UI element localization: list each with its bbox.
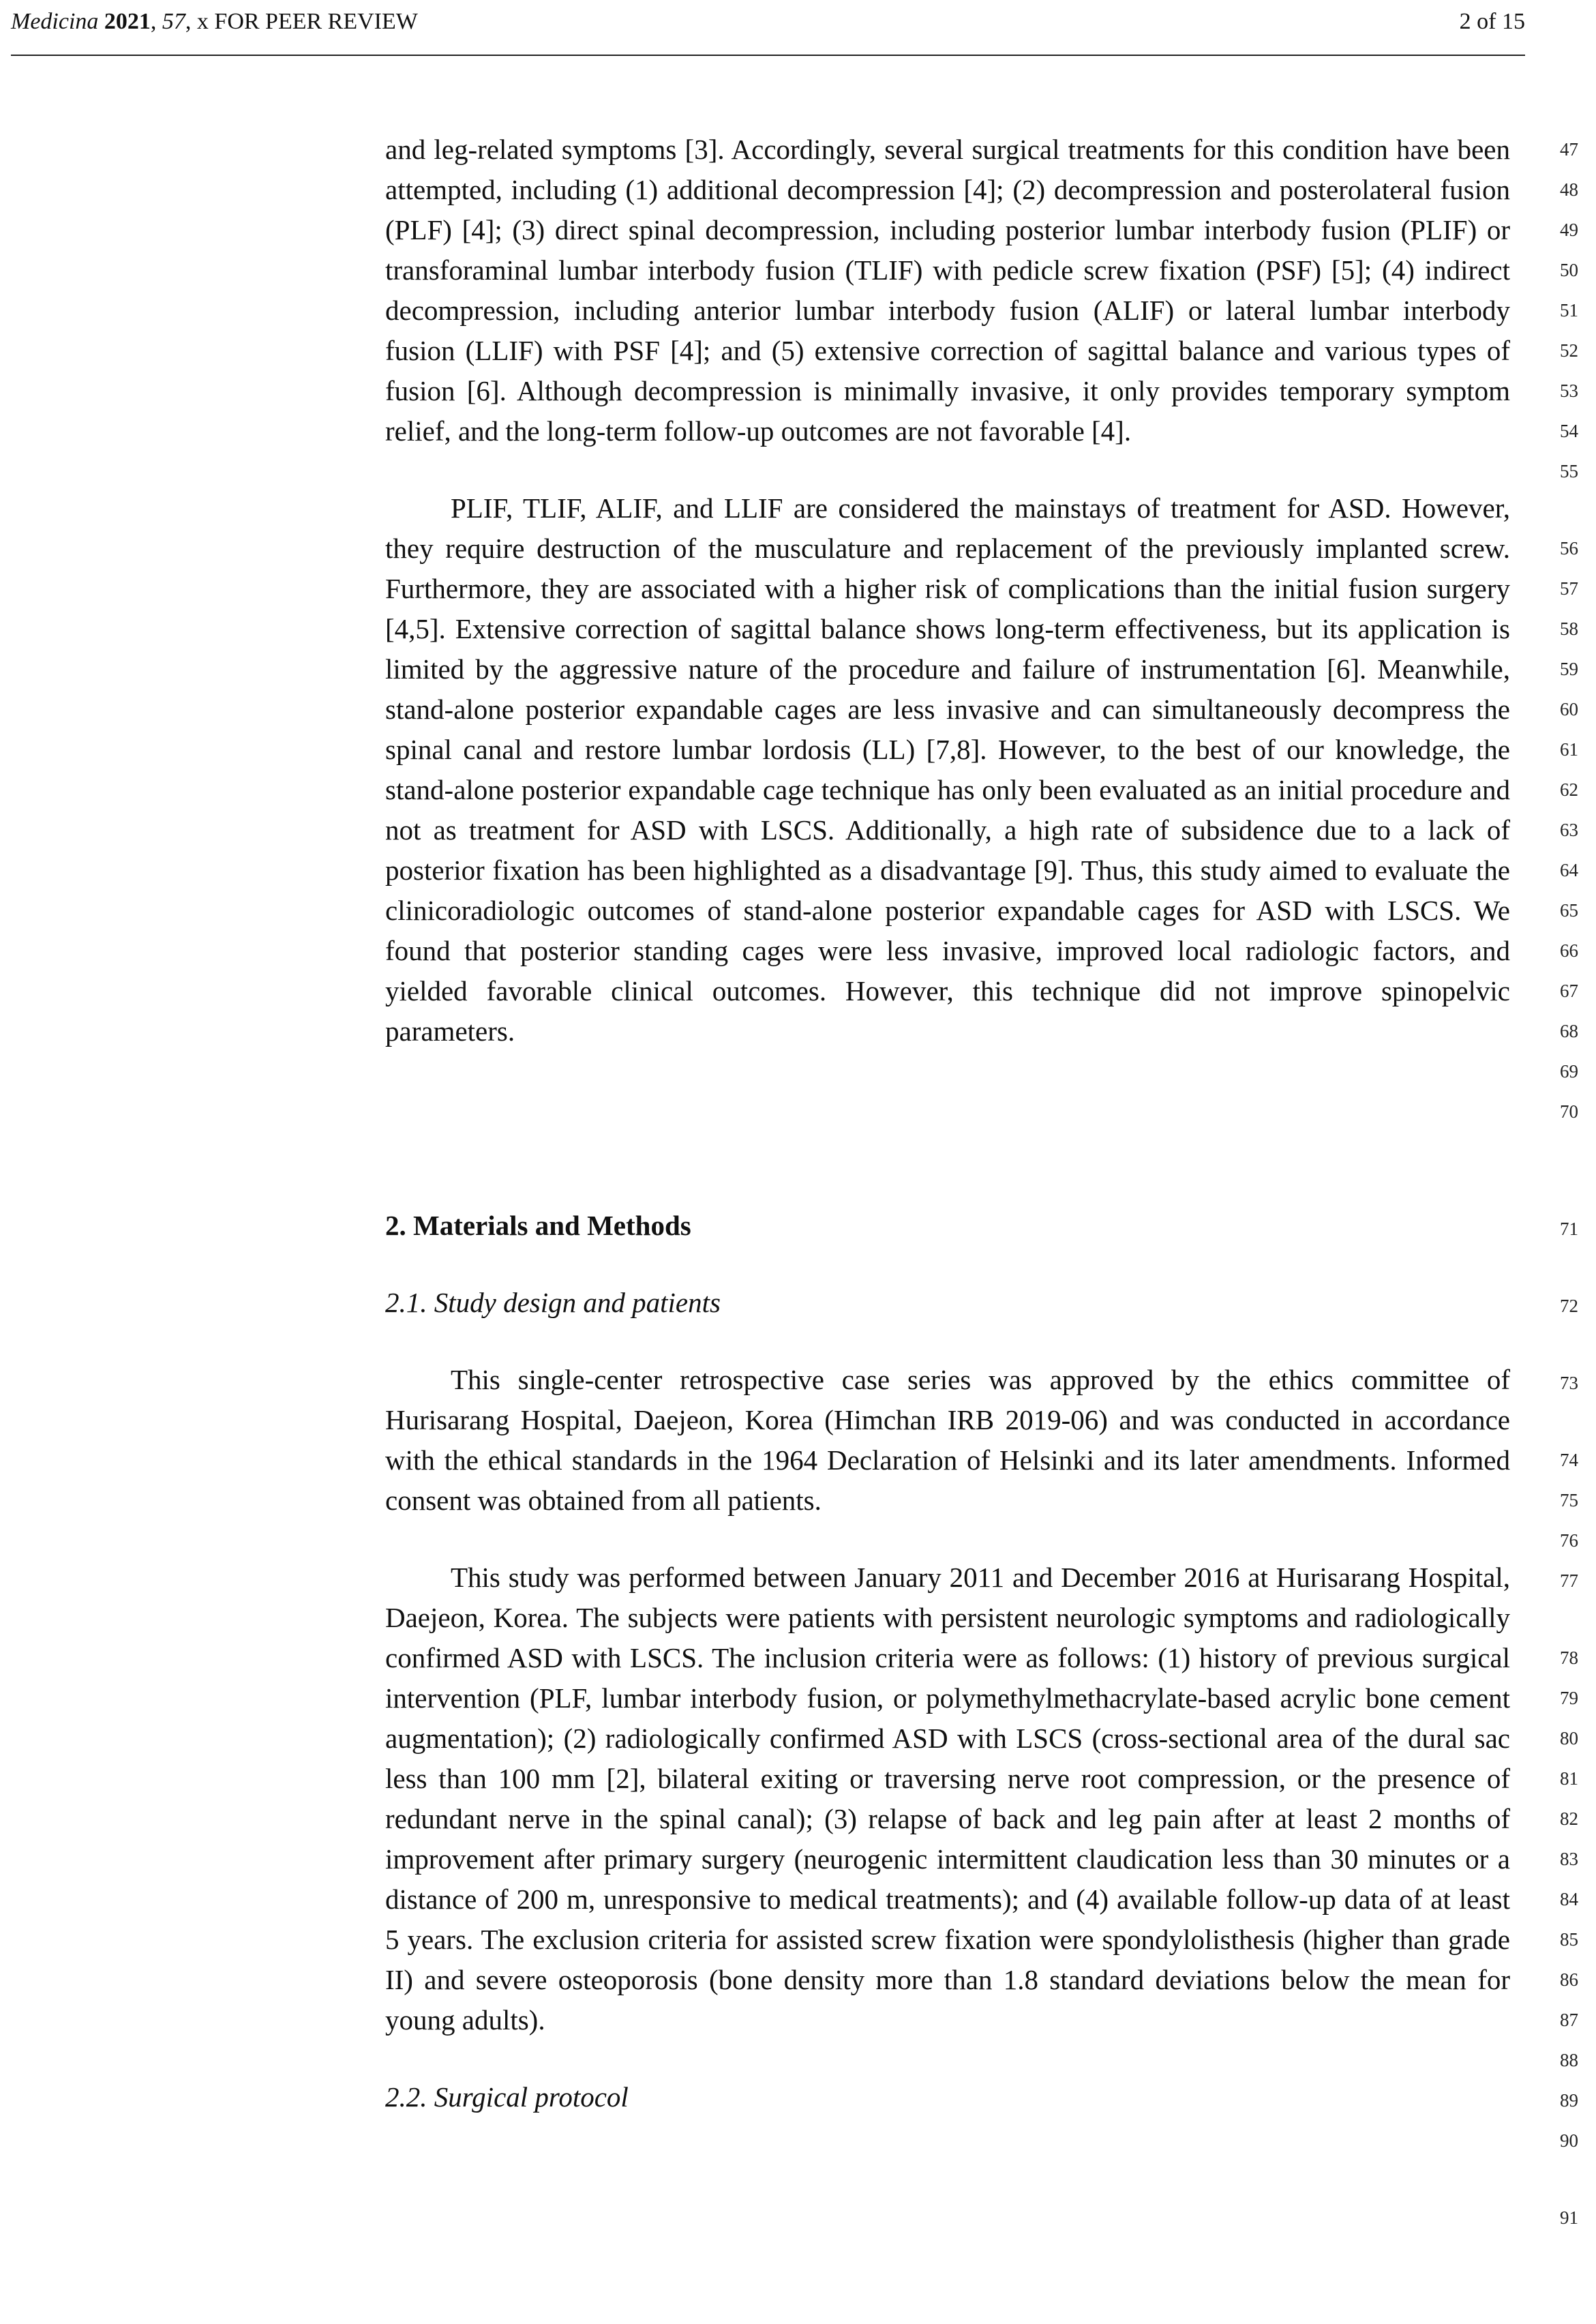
line-number: 65 — [1560, 900, 1578, 921]
line-number: 66 — [1560, 940, 1578, 961]
paragraph-4: This study was performed between January 2011 and December 2016 at Hurisarang Hospital, Daejeon, Korea. The subjects were patients with persistent neurologic symptoms and radiologically confirmed ASD with LSCS. The inclusion criteria were as follows: (1) history of previous surgical intervention (PLF, lumbar interbody fusion, or polymethylmethacrylate-based acrylic bone cement augmentation); (2) radiologically confirmed ASD with LSCS (cross-sectional area of the dural sac less than 100 mm [2], bilateral exiting or traversing nerve root compression, or the presence of redundant nerve in the spinal canal); (3) relapse of back and leg pain after at least 2 months of improvement after primary surgery (neurogenic intermittent claudication less than 30 minutes or a distance of 200 m, unresponsive to medical treatments); and (4) available follow-up data of at least 5 years. The exclusion criteria for assisted screw fixation were spondylolisthesis (higher than grade II) and severe osteoporosis (bone density more than 1.8 standard deviations below the mean for young adults). — [385, 1562, 1510, 2036]
line-number: 64 — [1560, 860, 1578, 880]
line-number: 70 — [1560, 1101, 1578, 1122]
line-number: 50 — [1560, 260, 1578, 280]
line-number: 61 — [1560, 739, 1578, 760]
line-number: 56 — [1560, 538, 1578, 558]
line-number: 51 — [1560, 300, 1578, 321]
line-number: 85 — [1560, 1929, 1578, 1950]
journal-year: 2021 — [104, 9, 151, 34]
line-numbers-subsection-2 — [1544, 2198, 1578, 2238]
line-number: 60 — [1560, 699, 1578, 719]
line-number: 80 — [1560, 1728, 1578, 1748]
line-numbers-section-heading — [1544, 1286, 1578, 1326]
line-number: 62 — [1560, 779, 1578, 800]
line-number: 67 — [1560, 981, 1578, 1001]
page-header — [11, 0, 1525, 56]
line-number: 89 — [1560, 2090, 1578, 2111]
line-number: 68 — [1560, 1021, 1578, 1041]
line-number: 77 — [1560, 1570, 1578, 1591]
line-number: 57 — [1560, 578, 1578, 599]
page-number: 2 of 15 — [1459, 9, 1525, 34]
line-numbers-subsection-1 — [1544, 1363, 1578, 1403]
line-number: 63 — [1560, 820, 1578, 840]
paragraph-2: PLIF, TLIF, ALIF, and LLIF are considered the mainstays of treatment for ASD. However, they require destruction of the musculature and replacement of the previously implanted screw. Furthermore, they are associated with a higher risk of complications than the initial fusion surgery [4,5]. Extensive correction of sagittal balance shows long-term effectiveness, but its application is limited by the aggressive nature of the procedure and failure of instrumentation [6]. Meanwhile, stand-alone posterior expandable cages are less invasive and can simultaneously decompress the spinal canal and restore lumbar lordosis (LL) [7,8]. However, to the best of our knowledge, the stand-alone posterior expandable cage technique has only been evaluated as an initial procedure and not as treatment for ASD with LSCS. Additionally, a high rate of subsidence due to a lack of posterior fixation has been highlighted as a disadvantage [9]. Thus, this study aimed to evaluate the clinicoradiologic outcomes of stand-alone posterior expandable cages for ASD with LSCS. We found that posterior standing cages were less invasive, improved local radiologic factors, and yielded favorable clinical outcomes. However, this technique did not improve spinopelvic parameters. — [385, 492, 1510, 1047]
line-number: 72 — [1560, 1296, 1578, 1316]
line-number: 75 — [1560, 1490, 1578, 1510]
line-number: 69 — [1560, 1061, 1578, 1082]
journal-volume: 57 — [162, 9, 185, 34]
line-number: 76 — [1560, 1530, 1578, 1551]
line-number: 53 — [1560, 381, 1578, 401]
line-number: 78 — [1560, 1648, 1578, 1668]
subsection-heading-2: 2.2. Surgical protocol — [385, 2081, 629, 2113]
line-number: 82 — [1560, 1808, 1578, 1829]
line-number: 59 — [1560, 659, 1578, 679]
line-number: 91 — [1560, 2207, 1578, 2228]
paragraph-3: This single-center retrospective case series was approved by the ethics committee of Hurisarang Hospital, Daejeon, Korea (Himchan IRB 2019-06) and was conducted in accordance with the ethical standards in the 1964 Declaration of Helsinki and its later amendments. Informed consent was obtained from all patients. — [385, 1364, 1510, 1516]
line-number: 48 — [1560, 179, 1578, 200]
line-numbers-paragraph-1 — [1544, 130, 1578, 492]
line-numbers — [1544, 130, 1578, 2238]
section-heading: 2. Materials and Methods — [385, 1210, 691, 1241]
line-number: 83 — [1560, 1849, 1578, 1869]
line-number: 52 — [1560, 340, 1578, 361]
line-number: 54 — [1560, 421, 1578, 441]
line-number: 84 — [1560, 1889, 1578, 1909]
line-numbers-blank — [1544, 1209, 1578, 1249]
line-numbers-paragraph-3 — [1544, 1440, 1578, 1601]
line-number: 90 — [1560, 2130, 1578, 2151]
line-numbers-paragraph-2 — [1544, 528, 1578, 1132]
issue-note: , x FOR PEER REVIEW — [185, 9, 418, 34]
line-number: 47 — [1560, 139, 1578, 160]
line-number: 79 — [1560, 1688, 1578, 1708]
line-numbers-paragraph-4 — [1544, 1638, 1578, 2161]
line-number: 58 — [1560, 619, 1578, 639]
line-number: 86 — [1560, 1969, 1578, 1990]
main-text — [385, 130, 1510, 2117]
line-number: 55 — [1560, 461, 1578, 481]
subsection-heading-1: 2.1. Study design and patients — [385, 1287, 721, 1318]
line-number: 73 — [1560, 1373, 1578, 1393]
journal-name: Medicina — [11, 9, 99, 34]
line-number: 88 — [1560, 2050, 1578, 2070]
running-head: Medicina 2021, 57, x FOR PEER REVIEW — [11, 9, 418, 34]
line-number: 49 — [1560, 220, 1578, 240]
paragraph-1: and leg-related symptoms [3]. Accordingly, several surgical treatments for this condition have been attempted, including (1) additional decompression [4]; (2) decompression and posterolateral fusion (PLF) [4]; (3) direct spinal decompression, including posterior lumbar interbody fusion (PLIF) or transforaminal lumbar interbody fusion (TLIF) with pedicle screw fixation (PSF) [5]; (4) indirect decompression, including anterior lumbar interbody fusion (ALIF) or lateral lumbar interbody fusion (LLIF) with PSF [4]; and (5) extensive correction of sagittal balance and various types of fusion [6]. Although decompression is minimally invasive, it only provides temporary symptom relief, and the long-term follow-up outcomes are not favorable [4]. — [385, 134, 1510, 447]
line-number: 87 — [1560, 2010, 1578, 2030]
line-number: 74 — [1560, 1450, 1578, 1470]
line-number: 81 — [1560, 1768, 1578, 1789]
line-number: 71 — [1560, 1219, 1578, 1239]
